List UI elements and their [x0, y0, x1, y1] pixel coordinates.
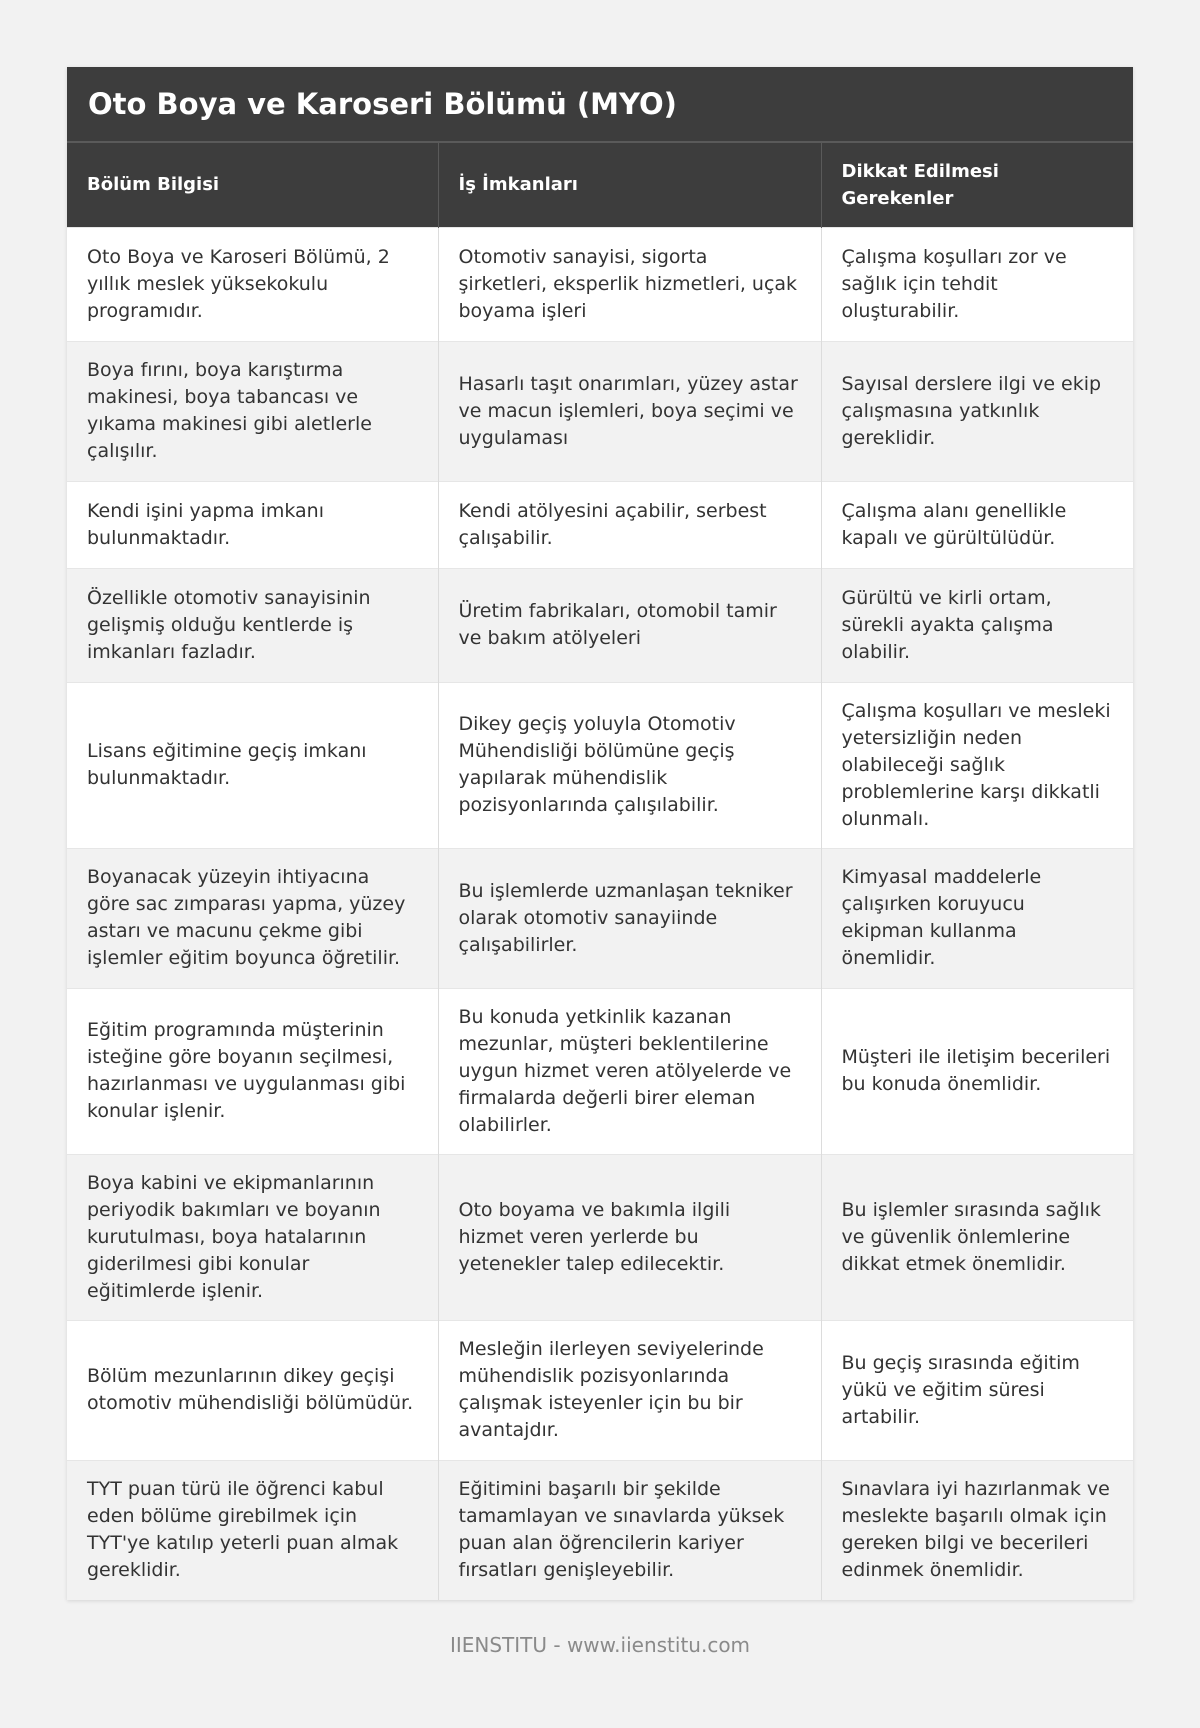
table-row	[67, 1154, 1133, 1320]
info-card	[67, 67, 1133, 1600]
table-header	[67, 143, 1133, 227]
table-cell: Bölüm mezunlarının dikey geçişi otomotiv mühendisliği bölümüdür.	[67, 1320, 438, 1460]
table-cell: Müşteri ile iletişim becerileri bu konuda önemlidir.	[821, 988, 1133, 1154]
table-cell: Mesleğin ilerleyen seviyelerinde mühendislik pozisyonlarında çalışmak isteyenler için bu bir avantajdır.	[438, 1320, 821, 1460]
table-cell: Eğitimini başarılı bir şekilde tamamlayan ve sınavlarda yüksek puan alan öğrencilerin kariyer fırsatları genişleyebilir.	[438, 1460, 821, 1600]
table-cell: TYT puan türü ile öğrenci kabul eden bölüme girebilmek için TYT'ye katılıp yeterli puan almak gereklidir.	[67, 1460, 438, 1600]
table-cell: Eğitim programında müşterinin isteğine göre boyanın seçilmesi, hazırlanması ve uygulanması gibi konular işlenir.	[67, 988, 438, 1154]
table-row	[67, 988, 1133, 1154]
table-cell: Üretim fabrikaları, otomobil tamir ve bakım atölyeleri	[438, 568, 821, 682]
table-cell: Kendi atölyesini açabilir, serbest çalışabilir.	[438, 481, 821, 568]
column-header-dikkat-edilmesi-gerekenler: Dikkat Edilmesi Gerekenler	[821, 143, 1133, 227]
table-cell: Sayısal derslere ilgi ve ekip çalışmasına yatkınlık gereklidir.	[821, 341, 1133, 481]
table-row	[67, 682, 1133, 848]
table-row	[67, 568, 1133, 682]
table-cell: Çalışma koşulları zor ve sağlık için tehdit oluşturabilir.	[821, 227, 1133, 341]
table-cell: Boyanacak yüzeyin ihtiyacına göre sac zımparası yapma, yüzey astarı ve macunu çekme gibi işlemler eğitim boyunca öğretilir.	[67, 848, 438, 988]
table-row	[67, 481, 1133, 568]
table-row	[67, 1320, 1133, 1460]
table-row	[67, 227, 1133, 341]
table-cell: Hasarlı taşıt onarımları, yüzey astar ve macun işlemleri, boya seçimi ve uygulaması	[438, 341, 821, 481]
table-cell: Bu geçiş sırasında eğitim yükü ve eğitim süresi artabilir.	[821, 1320, 1133, 1460]
table-cell: Boya kabini ve ekipmanlarının periyodik bakımları ve boyanın kurutulması, boya hatalarının giderilmesi gibi konular eğitimlerde işlenir.	[67, 1154, 438, 1320]
table-cell: Oto boyama ve bakımla ilgili hizmet veren yerlerde bu yetenekler talep edilecektir.	[438, 1154, 821, 1320]
info-table	[67, 143, 1133, 1600]
footer-credit: IIENSTITU - www.iienstitu.com	[449, 1633, 751, 1657]
table-cell: Çalışma koşulları ve mesleki yetersizliğin neden olabileceği sağlık problemlerine karşı dikkatli olunmalı.	[821, 682, 1133, 848]
table-row	[67, 1460, 1133, 1600]
header-row	[67, 143, 1133, 227]
table-cell: Lisans eğitimine geçiş imkanı bulunmaktadır.	[67, 682, 438, 848]
table-cell: Gürültü ve kirli ortam, sürekli ayakta çalışma olabilir.	[821, 568, 1133, 682]
table-cell: Sınavlara iyi hazırlanmak ve meslekte başarılı olmak için gereken bilgi ve becerileri edinmek önemlidir.	[821, 1460, 1133, 1600]
table-cell: Dikey geçiş yoluyla Otomotiv Mühendisliği bölümüne geçiş yapılarak mühendislik pozisyonlarında çalışılabilir.	[438, 682, 821, 848]
table-body	[67, 227, 1133, 1600]
table-cell: Kendi işini yapma imkanı bulunmaktadır.	[67, 481, 438, 568]
table-cell: Boya fırını, boya karıştırma makinesi, boya tabancası ve yıkama makinesi gibi aletlerle çalışılır.	[67, 341, 438, 481]
column-header-is-imkanlari: İş İmkanları	[438, 143, 821, 227]
table-cell: Bu konuda yetkinlik kazanan mezunlar, müşteri beklentilerine uygun hizmet veren atölyelerde ve firmalarda değerli birer eleman olabilirler.	[438, 988, 821, 1154]
table-row	[67, 848, 1133, 988]
table-cell: Kimyasal maddelerle çalışırken koruyucu ekipman kullanma önemlidir.	[821, 848, 1133, 988]
table-cell: Oto Boya ve Karoseri Bölümü, 2 yıllık meslek yüksekokulu programıdır.	[67, 227, 438, 341]
table-cell: Bu işlemler sırasında sağlık ve güvenlik önlemlerine dikkat etmek önemlidir.	[821, 1154, 1133, 1320]
table-cell: Bu işlemlerde uzmanlaşan tekniker olarak otomotiv sanayiinde çalışabilirler.	[438, 848, 821, 988]
table-cell: Çalışma alanı genellikle kapalı ve gürültülüdür.	[821, 481, 1133, 568]
title-bar	[67, 67, 1133, 143]
table-cell: Otomotiv sanayisi, sigorta şirketleri, eksperlik hizmetleri, uçak boyama işleri	[438, 227, 821, 341]
table-cell: Özellikle otomotiv sanayisinin gelişmiş olduğu kentlerde iş imkanları fazladır.	[67, 568, 438, 682]
column-header-bolum-bilgisi: Bölüm Bilgisi	[67, 143, 438, 227]
page-title: Oto Boya ve Karoseri Bölümü (MYO)	[88, 87, 677, 121]
table-row	[67, 341, 1133, 481]
